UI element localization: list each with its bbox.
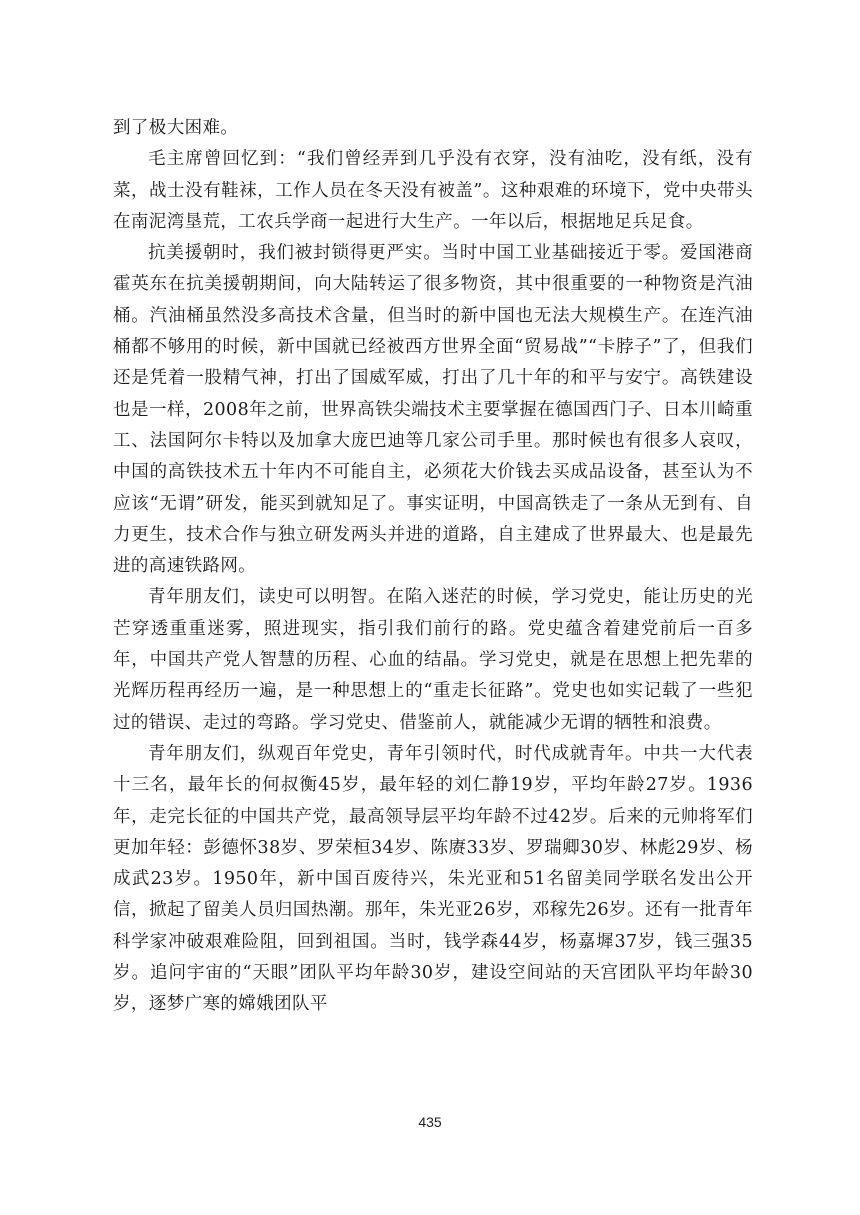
- page-body: [113, 113, 753, 1021]
- paragraph-2: 毛主席曾回忆到：“我们曾经弄到几乎没有衣穿，没有油吃，没有纸，没有菜，战士没有鞋袜，工作人员在冬天没有被盖”。这种艰难的环境下，党中央带头在南泥湾垦荒，工农兵学商一起进行大生产。一年以后，根据地足兵足食。: [113, 149, 753, 232]
- paragraph-4: 青年朋友们，读史可以明智。在陷入迷茫的时候，学习党史，能让历史的光芒穿透重重迷雾，照进现实，指引我们前行的路。党史蕴含着建党前后一百多年，中国共产党人智慧的历程、心血的结晶。学习党史，就是在思想上把先辈的光辉历程再经历一遍，是一种思想上的“重走长征路”。党史也如实记载了一些犯过的错误、走过的弯路。学习党史、借鉴前人，就能减少无谓的牺牲和浪费。: [113, 587, 753, 733]
- paragraph-5: 青年朋友们，纵观百年党史，青年引领时代，时代成就青年。中共一大代表十三名，最年长的何叔衡45岁，最年轻的刘仁静19岁，平均年龄27岁。1936年，走完长征的中国共产党，最高领导层平均年龄不过42岁。后来的元帅将军们更加年轻：彭德怀38岁、罗荣桓34岁、陈赓33岁、罗瑞卿30岁、林彪29岁、杨成武23岁。1950年，新中国百废待兴，朱光亚和51名留美同学联名发出公开信，掀起了留美人员归国热潮。那年，朱光亚26岁，邓稼先26岁。还有一批青年科学家冲破艰难险阻，回到祖国。当时，钱学森44岁，杨嘉墀37岁，钱三强35岁。追问宇宙的“天眼”团队平均年龄30岁，建设空间站的天宫团队平均年龄30岁，逐梦广寒的嫦娥团队平: [113, 743, 753, 1015]
- paragraph-1: 到了极大困难。: [113, 118, 239, 138]
- paragraph-3: 抗美援朝时，我们被封锁得更严实。当时中国工业基础接近于零。爱国港商霍英东在抗美援朝期间，向大陆转运了很多物资，其中很重要的一种物资是汽油桶。汽油桶虽然没多高技术含量，但当时的新中国也无法大规模生产。在连汽油桶都不够用的时候，新中国就已经被西方世界全面“贸易战”“卡脖子”了，但我们还是凭着一股精气神，打出了国威军威，打出了几十年的和平与安宁。高铁建设也是一样，2008年之前，世界高铁尖端技术主要掌握在德国西门子、日本川崎重工、法国阿尔卡特以及加拿大庞巴迪等几家公司手里。那时候也有很多人哀叹，中国的高铁技术五十年内不可能自主，必须花大价钱去买成品设备，甚至认为不应该“无谓”研发，能买到就知足了。事实证明，中国高铁走了一条从无到有、自力更生，技术合作与独立研发两头并进的道路，自主建成了世界最大、也是最先进的高速铁路网。: [113, 243, 753, 577]
- page-number: 435: [418, 1114, 442, 1130]
